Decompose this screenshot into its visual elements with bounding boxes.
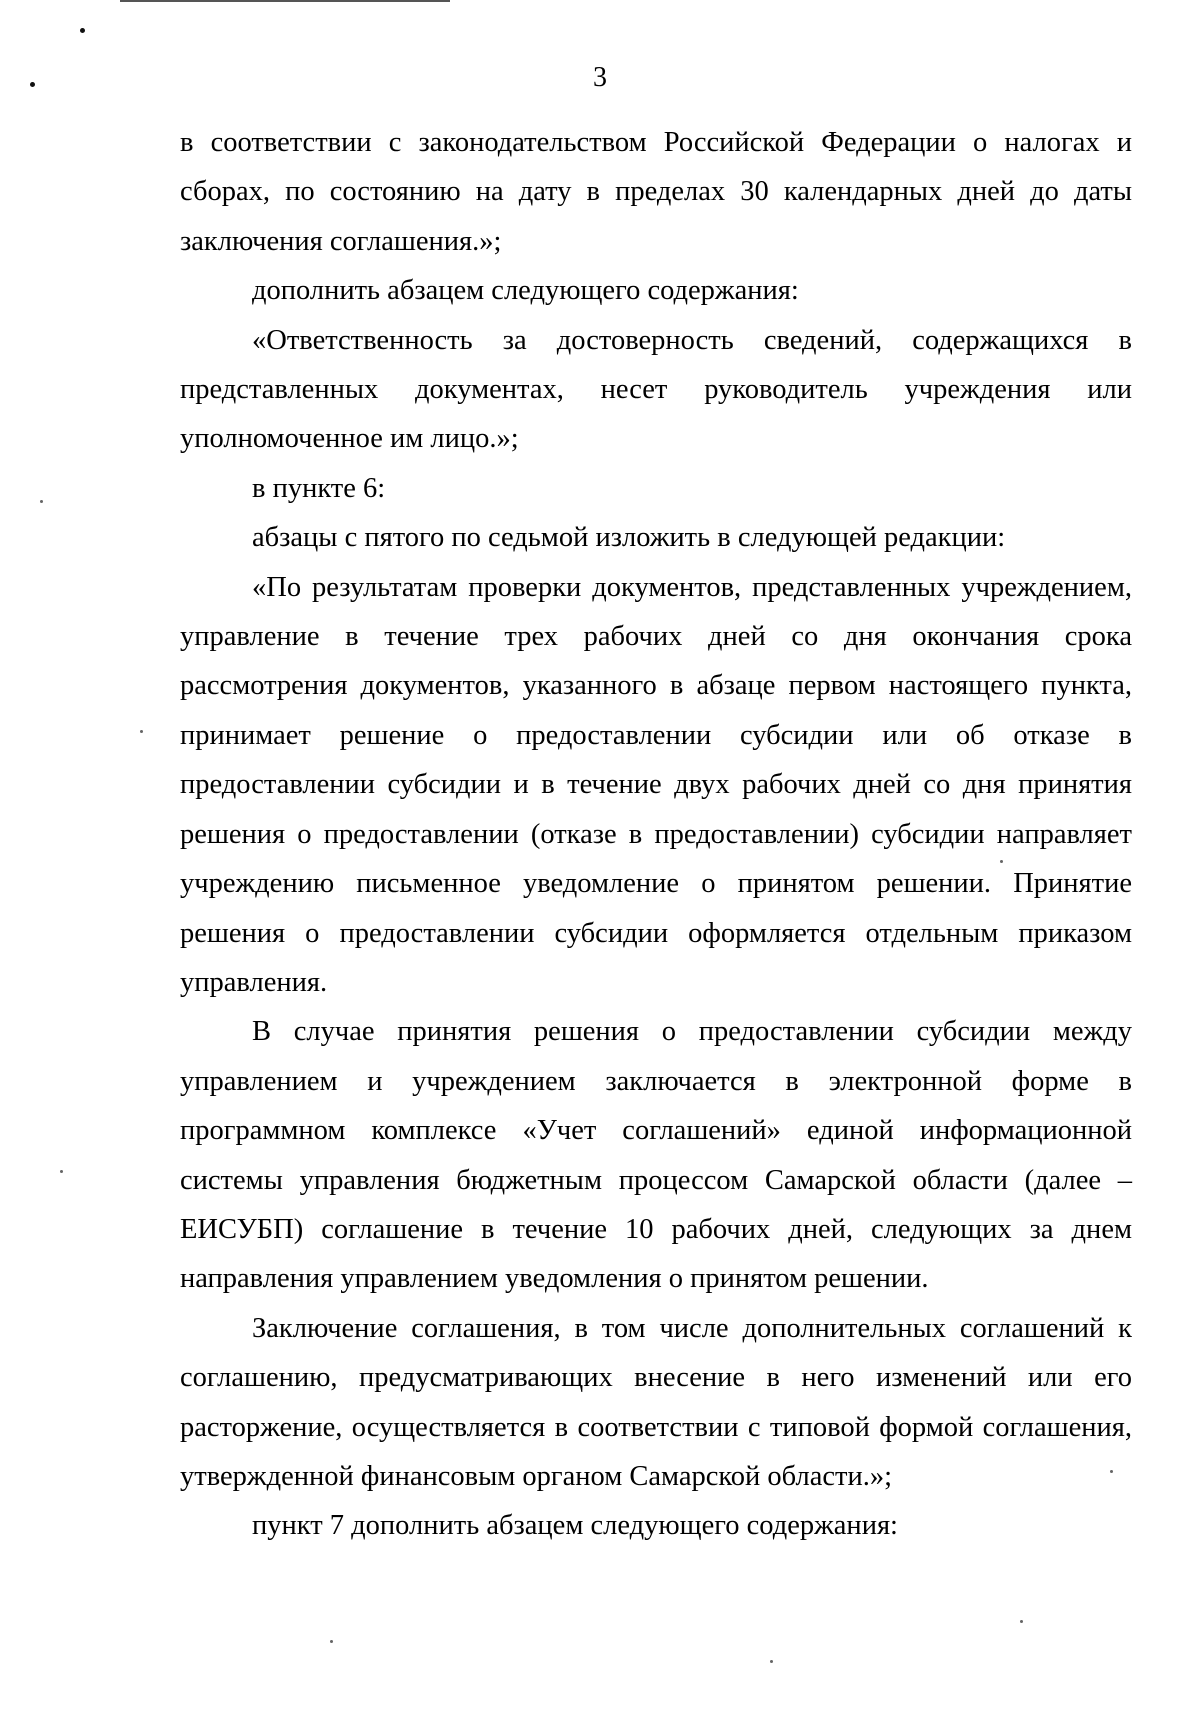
scan-speck xyxy=(40,500,43,503)
paragraph-responsibility: «Ответственность за достоверность сведений, содержащихся в представленных документах, несет руководитель учреждения или уполномоченное им лицо.»; xyxy=(180,324,1132,455)
scan-speck xyxy=(330,1640,333,1643)
scan-speck xyxy=(1020,1620,1023,1623)
paragraph-continuation: в соответствии с законодательством Российской Федерации о налогах и сборах, по состоянию на дату в пределах 30 календарных дней до даты заключения соглашения.»; xyxy=(180,127,1132,257)
scan-speck xyxy=(140,730,143,733)
paragraph-redaction-intro: абзацы с пятого по седьмой изложить в следующей редакции: xyxy=(252,522,1006,554)
scan-speck xyxy=(30,82,35,87)
scan-speck xyxy=(1000,860,1003,863)
scan-speck xyxy=(1110,1470,1113,1473)
scan-speck xyxy=(60,1170,63,1173)
scan-speck xyxy=(80,28,85,33)
paragraph-amendment-intro: дополнить абзацем следующего содержания: xyxy=(252,275,799,307)
scan-speck xyxy=(770,1660,773,1663)
paragraph-agreement-conclusion: В случае принятия решения о предоставлении субсидии между управлением и учреждением заключается в электронной форме в программном комплексе «Учет соглашений» единой информационной системы управления бюджетным процессом Самарской области (далее – ЕИСУБП) соглашение в течение 10 рабочих дней, следующих за днем направления управлением уведомления о принятом решении. xyxy=(180,1016,1132,1295)
page-number: 3 xyxy=(593,62,607,93)
document-body xyxy=(180,118,1132,1551)
paragraph-agreement-form: Заключение соглашения, в том числе дополнительных соглашений к соглашению, предусматривающих внесение в него изменений или его расторжение, осуществляется в соответствии с типовой формой соглашения, утвержденной финансовым органом Самарской области.»; xyxy=(180,1312,1132,1492)
paragraph-point-7: пункт 7 дополнить абзацем следующего содержания: xyxy=(252,1510,898,1542)
scan-top-edge xyxy=(120,0,450,2)
paragraph-review-results: «По результатам проверки документов, представленных учреждением, управление в течение трех рабочих дней со дня окончания срока рассмотрения документов, указанного в абзаце первом настоящего пункта, принимает решение о предоставлении субсидии или об отказе в предоставлении субсидии и в течение двух рабочих дней со дня принятия решения о предоставлении (отказе в предоставлении) субсидии направляет учреждению письменное уведомление о принятом решении. Принятие решения о предоставлении субсидии оформляется отдельным приказом управления. xyxy=(180,571,1132,998)
paragraph-point-6: в пункте 6: xyxy=(252,472,386,504)
